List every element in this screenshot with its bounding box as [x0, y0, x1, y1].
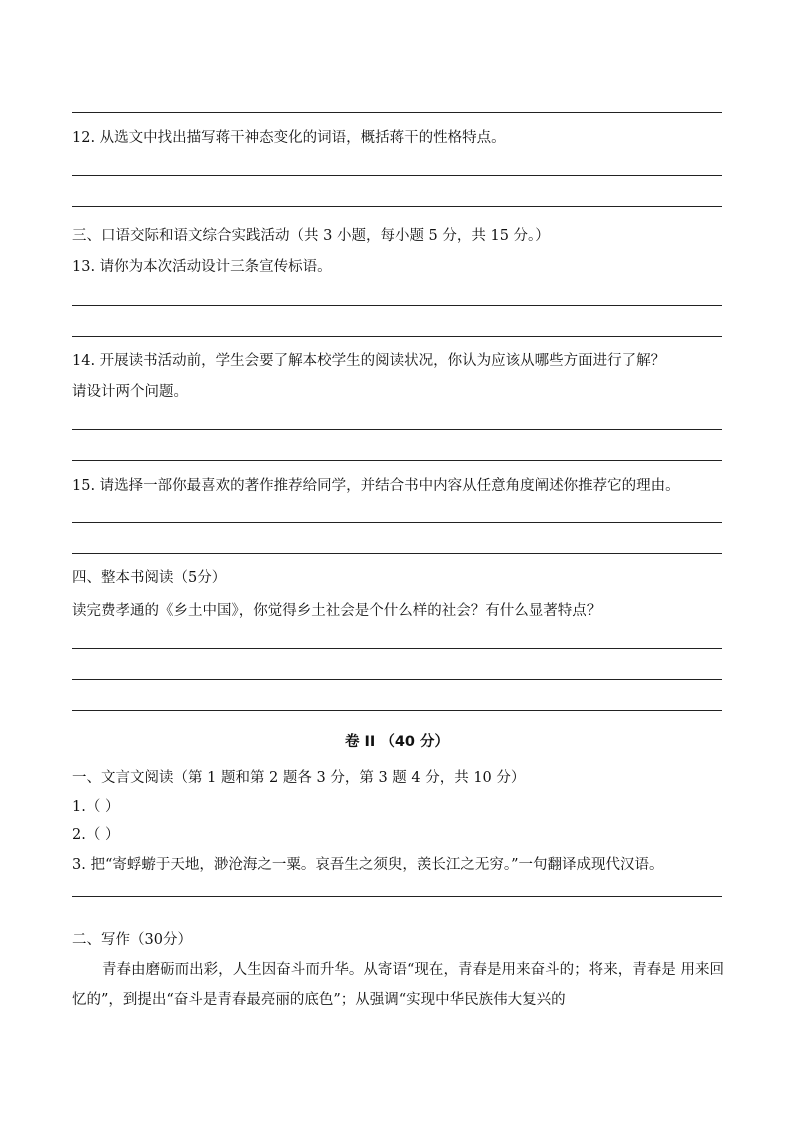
answer-line	[72, 896, 722, 897]
question-12: 12. 从选文中找出描写蒋干神态变化的词语，概括蒋干的性格特点。	[72, 130, 506, 146]
answer-line	[72, 553, 722, 554]
classical-question-3: 3. 把“寄蜉蝣于天地，渺沧海之一粟。哀吾生之须臾，羡长江之无穷。”一句翻译成现代汉语。	[72, 857, 664, 873]
answer-line	[72, 429, 722, 430]
writing-prompt-paragraph: 青春由磨砺而出彩，人生因奋斗而升华。从寄语“现在，青春是用来奋斗的；将来，青春是 用来回忆的”，到提出“奋斗是青春最亮丽的底色”；从强调“实现中华民族伟大复兴的	[72, 962, 724, 1008]
answer-line	[72, 710, 722, 711]
section-3-header: 三、口语交际和语文综合实践活动（共 3 小题，每小题 5 分，共 15 分。）	[72, 228, 550, 244]
answer-line	[72, 522, 722, 523]
section-4-question: 读完费孝通的《乡土中国》，你觉得乡土社会是个什么样的社会？有什么显著特点？	[72, 603, 602, 619]
classical-question-2: 2.（ ）	[72, 827, 120, 843]
writing-header: 二、写作（30分）	[72, 932, 192, 948]
answer-line	[72, 175, 722, 176]
answer-line	[72, 305, 722, 306]
question-14-line-2: 请设计两个问题。	[72, 384, 188, 400]
question-14-line-1: 14. 开展读书活动前，学生会要了解本校学生的阅读状况，你认为应该从哪些方面进行了解？	[72, 353, 666, 369]
question-15: 15. 请选择一部你最喜欢的著作推荐给同学，并结合书中内容从任意角度阐述你推荐它的理由。	[72, 478, 680, 494]
volume-2-title: 卷 II （40 分）	[344, 734, 450, 750]
answer-line	[72, 336, 722, 337]
answer-line	[72, 112, 722, 113]
section-4-header: 四、整本书阅读（5分）	[72, 570, 227, 586]
answer-line	[72, 648, 722, 649]
classical-reading-header: 一、文言文阅读（第 1 题和第 2 题各 3 分，第 3 题 4 分，共 10 分）	[72, 770, 526, 786]
classical-question-1: 1.（ ）	[72, 799, 120, 815]
answer-line	[72, 679, 722, 680]
answer-line	[72, 460, 722, 461]
question-13: 13. 请你为本次活动设计三条宣传标语。	[72, 259, 332, 275]
answer-line	[72, 206, 722, 207]
